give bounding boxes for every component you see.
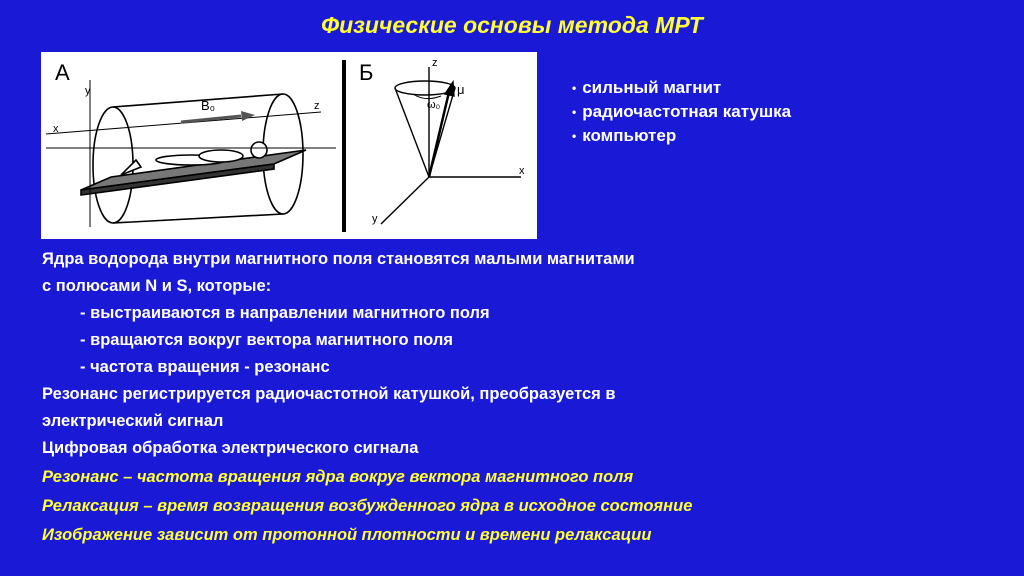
axis-y-label-b: y	[372, 213, 378, 225]
component-list	[572, 76, 791, 148]
b0-label: B₀	[201, 98, 216, 113]
body-line: электрический сигнал	[42, 412, 224, 430]
axis-y-label-a: y	[85, 85, 91, 97]
body-line: Цифровая обработка электрического сигнала	[42, 439, 419, 457]
slide-title: Физические основы метода МРТ	[321, 12, 703, 38]
axis-x-label-a: x	[53, 123, 59, 135]
list-item: • сильный магнит	[572, 76, 791, 100]
mu-label: μ	[457, 82, 465, 97]
axis-z-label-a: z	[314, 100, 320, 112]
body-subline: - частота вращения - резонанс	[80, 358, 330, 376]
list-item: • радиочастотная катушка	[572, 100, 791, 124]
panel-a	[46, 80, 336, 227]
panel-b-label: Б	[359, 60, 374, 85]
mri-diagram	[41, 52, 537, 239]
axis-x-label-b: x	[519, 165, 525, 177]
omega-label: ω₀	[427, 99, 441, 111]
panel-b	[381, 67, 521, 224]
panel-a-label: А	[55, 60, 70, 85]
body-line: Резонанс регистрируется радиочастотной катушкой, преобразуется в	[42, 385, 616, 403]
list-item: • компьютер	[572, 124, 791, 148]
body-subline: - вращаются вокруг вектора магнитного поля	[80, 331, 453, 349]
highlight-line: Изображение зависит от протонной плотности и времени релаксации	[42, 526, 652, 544]
body-text	[42, 246, 1002, 549]
highlight-line: Резонанс – частота вращения ядра вокруг вектора магнитного поля	[42, 468, 634, 486]
highlight-line: Релаксация – время возвращения возбужденного ядра в исходное состояние	[42, 497, 693, 515]
body-line: Ядра водорода внутри магнитного поля становятся малыми магнитами	[42, 250, 635, 268]
axis-z-label-b: z	[432, 57, 438, 69]
body-subline: - выстраиваются в направлении магнитного поля	[80, 304, 490, 322]
body-line: с полюсами N и S, которые:	[42, 277, 272, 295]
